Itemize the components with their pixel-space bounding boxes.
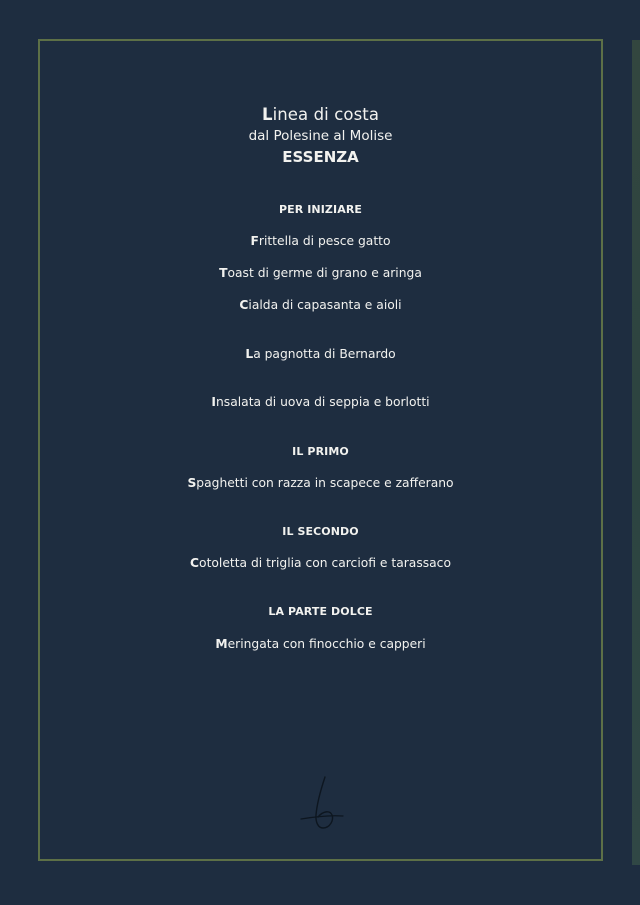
menu-subtitle: dal Polesine al Molise [248,128,393,144]
dish-name: paghetti con razza in scapece e zafferano [196,476,454,490]
signature-logo-icon [299,775,345,831]
dish-name: ialda di capasanta e aioli [248,298,402,312]
section-heading-dolce: LA PARTE DOLCE [268,605,373,618]
dish-name: a pagnotta di Bernardo [253,347,396,361]
menu-frame [38,39,603,861]
dish-item [40,476,601,490]
page-edge-strip [632,40,640,865]
dish-item [40,556,601,570]
dish-name: rittella di pesce gatto [258,234,391,248]
menu-title-initial: L [261,105,273,124]
dish-name: eringata con finocchio e capperi [227,637,426,651]
dish-initial: F [250,234,259,248]
dish-name: oast di germe di grano e aringa [227,266,422,280]
dish-initial: S [187,476,197,490]
dish-name: otoletta di triglia con carciofi e tarassaco [199,556,451,570]
dish-item [40,298,601,312]
dish-initial: C [190,556,200,570]
dish-initial: M [215,637,228,651]
dish-initial: C [239,298,249,312]
dish-item [40,637,601,651]
dish-name: nsalata di uova di seppia e borlotti [216,395,430,409]
menu-name: ESSENZA [282,148,359,166]
dish-initial: L [245,347,254,361]
dish-item [40,234,601,248]
dish-initial: I [211,395,216,409]
dish-initial: T [219,266,228,280]
section-heading-secondo: IL SECONDO [282,525,359,538]
menu-title-rest: inea di costa [272,105,380,124]
menu-title [40,105,601,124]
section-heading-primo: IL PRIMO [292,445,349,458]
dish-item [40,266,601,280]
dish-item [40,395,601,409]
dish-item [40,347,601,361]
section-heading-per-iniziare: PER INIZIARE [278,203,363,216]
